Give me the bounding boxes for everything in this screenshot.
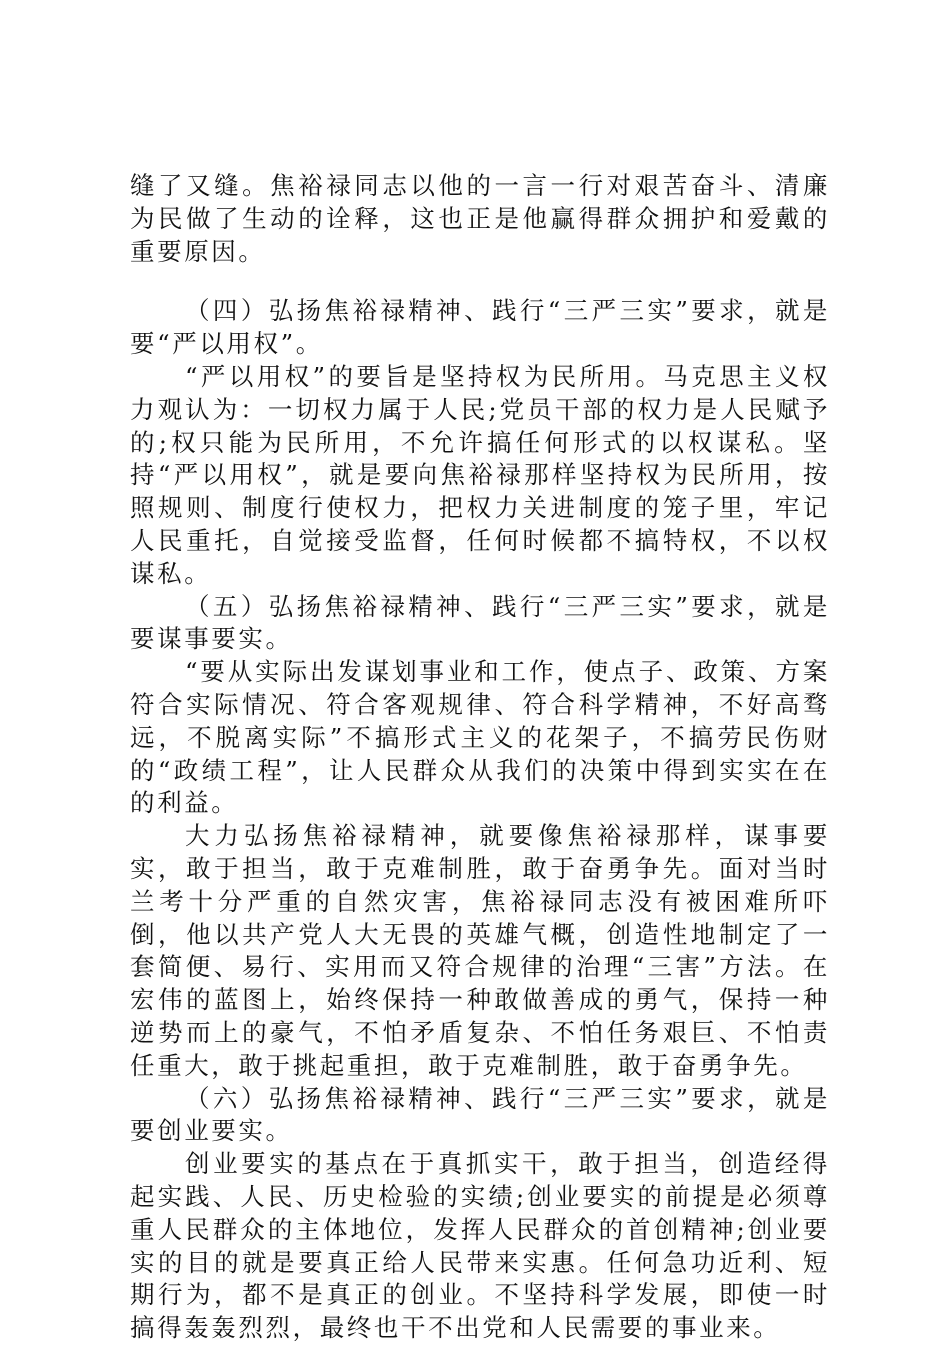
- paragraph-body: “严以用权”的要旨是坚持权为民所用。马克思主义权力观认为：一切权力属于人民;党员干部的权力是人民赋予的;权只能为民所用，不允许搞任何形式的以权谋私。坚持“严以用权”，就是要向焦裕禄那样坚持权为民所用，按照规则、制度行使权力，把权力关进制度的笼子里，牢记人民重托，自觉接受监督，任何时候都不搞特权，不以权谋私。: [130, 361, 830, 588]
- paragraph-continuation: 缝了又缝。焦裕禄同志以他的一言一行对艰苦奋斗、清廉为民做了生动的诠释，这也正是他赢得群众拥护和爱戴的重要原因。: [130, 171, 830, 266]
- document-page: [130, 170, 830, 1345]
- paragraph-body: 大力弘扬焦裕禄精神，就要像焦裕禄那样，谋事要实，敢于担当，敢于克难制胜，敢于奋勇争先。面对当时兰考十分严重的自然灾害，焦裕禄同志没有被困难所吓倒，他以共产党人大无畏的英雄气概，创造性地制定了一套简便、易行、实用而又符合规律的治理“三害”方法。在宏伟的蓝图上，始终保持一种敢做善成的勇气，保持一种逆势而上的豪气，不怕矛盾复杂、不怕任务艰巨、不怕责任重大，敢于挑起重担，敢于克难制胜，敢于奋勇争先。: [130, 821, 830, 1080]
- section-heading-5: （五）弘扬焦裕禄精神、践行“三严三实”要求，就是要谋事要实。: [130, 591, 830, 654]
- paragraph-body: “要从实际出发谋划事业和工作，使点子、政策、方案符合实际情况、符合客观规律、符合科学精神，不好高骛远，不脱离实际”不搞形式主义的花架子，不搞劳民伤财的“政绩工程”，让人民群众从我们的决策中得到实实在在的利益。: [130, 657, 830, 818]
- paragraph-body: 创业要实的基点在于真抓实干，敢于担当，创造经得起实践、人民、历史检验的实绩;创业要实的前提是必须尊重人民群众的主体地位，发挥人民群众的首创精神;创业要实的目的就是要真正给人民带来实惠。任何急功近利、短期行为，都不是真正的创业。不坚持科学发展，即使一时搞得轰轰烈烈，最终也干不出党和人民需要的事业来。: [130, 1149, 830, 1343]
- section-heading-6: （六）弘扬焦裕禄精神、践行“三严三实”要求，就是要创业要实。: [130, 1083, 830, 1146]
- section-heading-4: （四）弘扬焦裕禄精神、践行“三严三实”要求，就是要“严以用权”。: [130, 296, 830, 359]
